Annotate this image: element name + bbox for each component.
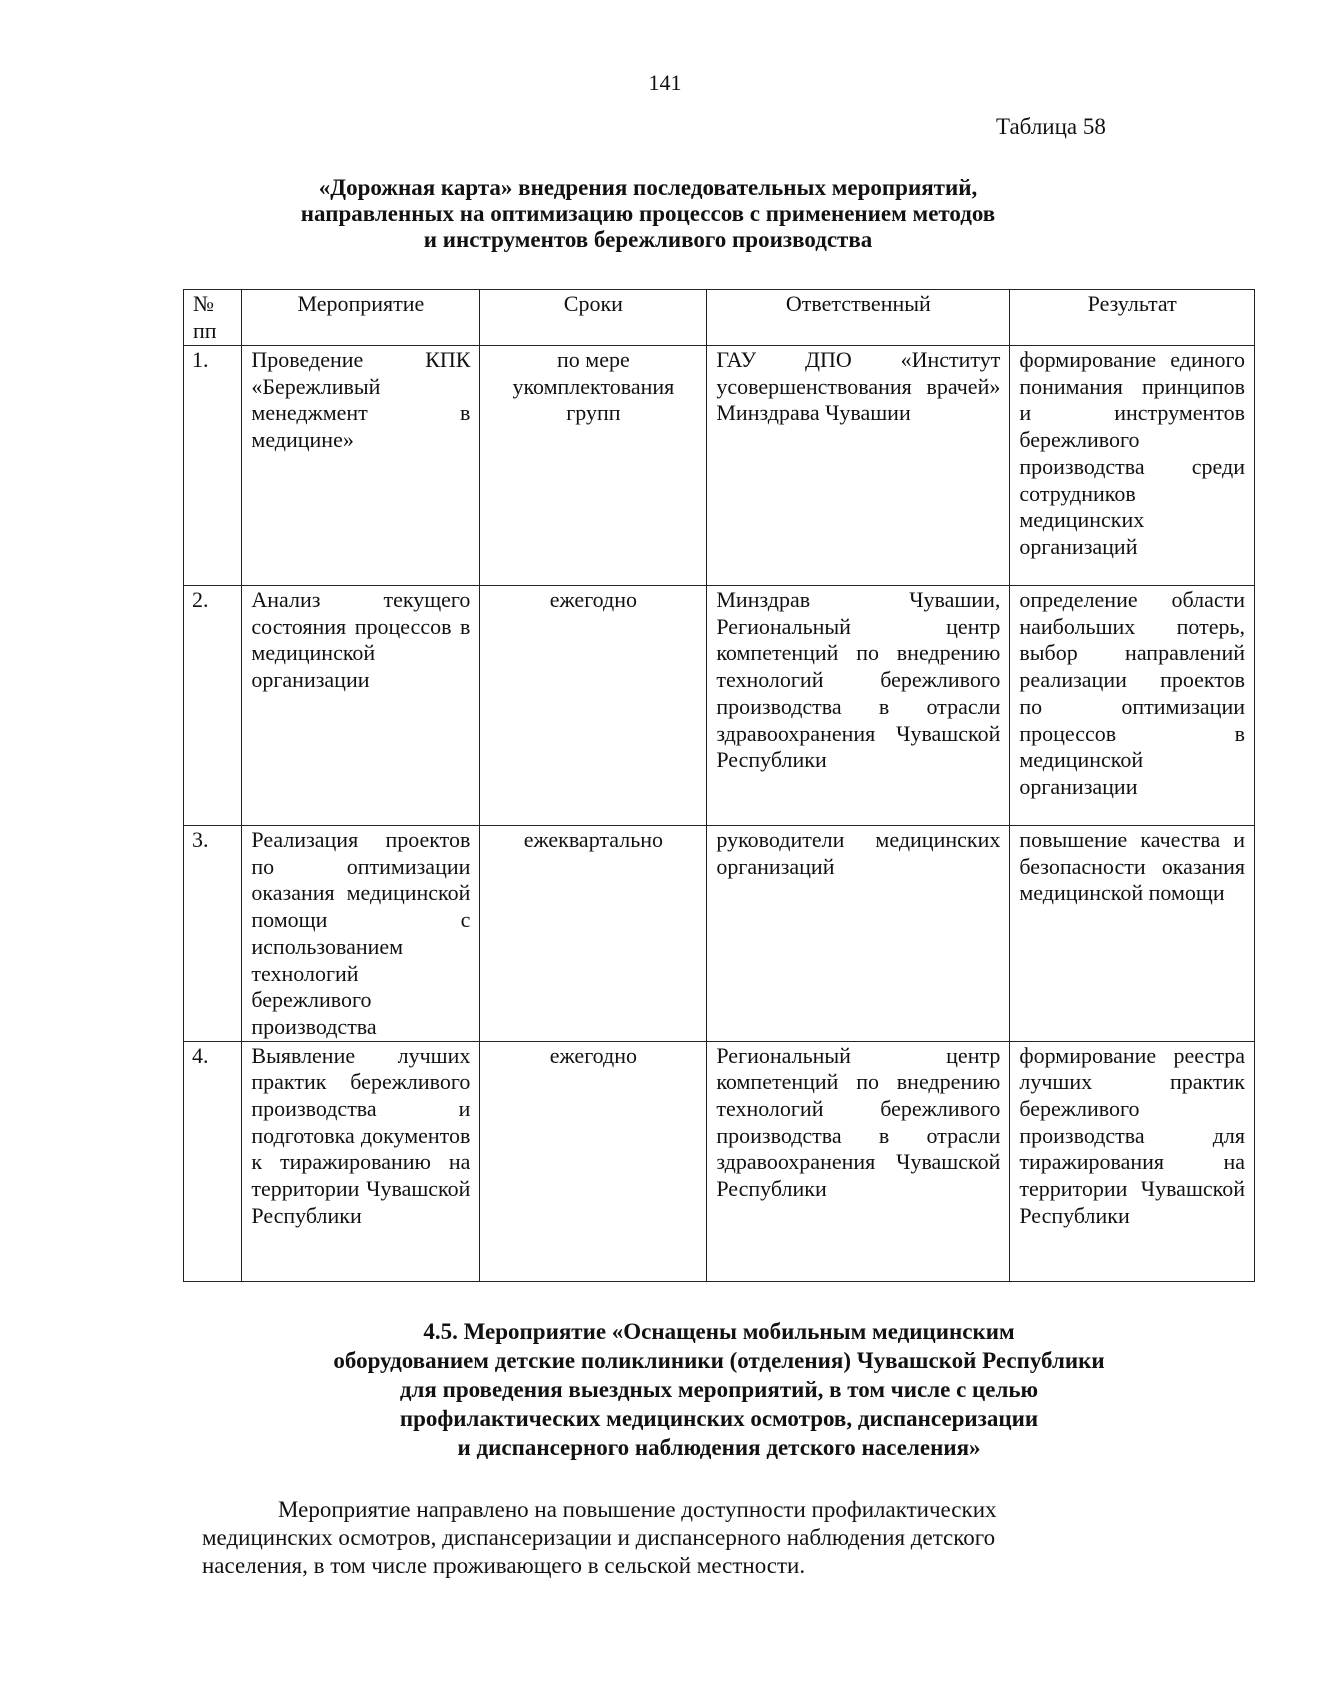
roadmap-table [183, 289, 1255, 1282]
row-event: Реализация проектов по оптимизации оказания медицинской помощи с использованием технологий бережливого производства [242, 826, 480, 1042]
header-number: № пп [184, 290, 242, 346]
row-event: Анализ текущего состояния процессов в медицинской организации [242, 586, 480, 826]
row-term: ежегодно [480, 1041, 707, 1281]
paragraph-line: населения, в том числе проживающего в сельской местности. [202, 1553, 806, 1578]
header-term: Сроки [480, 290, 707, 346]
row-result: формирование реестра лучших практик бережливого производства для тиражирования на территории Чувашской Республики [1010, 1041, 1255, 1281]
section-heading-line: 4.5. Мероприятие «Оснащены мобильным медицинским [423, 1319, 1015, 1344]
row-term: по мере укомплектования групп [480, 346, 707, 586]
row-number: 3. [184, 826, 242, 1042]
row-responsible: Минздрав Чувашии, Региональный центр компетенций по внедрению технологий бережливого производства в отрасли здравоохранения Чувашской Республики [707, 586, 1010, 826]
row-responsible: руководители медицинских организаций [707, 826, 1010, 1042]
table-caption: Таблица 58 [996, 114, 1106, 139]
table-row [184, 826, 1255, 1042]
row-term: ежегодно [480, 586, 707, 826]
row-event: Проведение КПК «Бережливый менеджмент в медицине» [242, 346, 480, 586]
row-responsible: Региональный центр компетенций по внедрению технологий бережливого производства в отрасли здравоохранения Чувашской Республики [707, 1041, 1010, 1281]
paragraph-line: Мероприятие направлено на повышение доступности профилактических [278, 1497, 997, 1522]
section-heading-line: оборудованием детские поликлиники (отделения) Чувашской Республики [333, 1348, 1105, 1373]
row-result: определение области наибольших потерь, выбор направлений реализации проектов по оптимизации процессов в медицинской организации [1010, 586, 1255, 826]
section-heading-line: и диспансерного наблюдения детского населения» [457, 1435, 981, 1460]
header-result: Результат [1010, 290, 1255, 346]
row-result: формирование единого понимания принципов и инструментов бережливого производства среди сотрудников медицинских организаций [1010, 346, 1255, 586]
table-row [184, 1041, 1255, 1281]
row-responsible: ГАУ ДПО «Институт усовершенствования врачей» Минздрава Чувашии [707, 346, 1010, 586]
table-title-line: и инструментов бережливого производства [423, 227, 873, 252]
table-header-row [184, 290, 1255, 346]
header-responsible: Ответственный [707, 290, 1010, 346]
row-event: Выявление лучших практик бережливого производства и подготовка документов к тиражированию на территории Чувашской Республики [242, 1041, 480, 1281]
row-number: 1. [184, 346, 242, 586]
section-heading [183, 1317, 1255, 1462]
table-title [188, 175, 1108, 253]
row-result: повышение качества и безопасности оказания медицинской помощи [1010, 826, 1255, 1042]
row-term: ежеквартально [480, 826, 707, 1042]
table-title-line: направленных на оптимизацию процессов с применением методов [300, 201, 996, 226]
table-row [184, 346, 1255, 586]
section-heading-line: профилактических медицинских осмотров, диспансеризации [399, 1406, 1039, 1431]
body-paragraph [202, 1496, 1115, 1580]
table-row [184, 586, 1255, 826]
row-number: 2. [184, 586, 242, 826]
row-number: 4. [184, 1041, 242, 1281]
section-heading-line: для проведения выездных мероприятий, в том числе с целью [399, 1377, 1039, 1402]
paragraph-line: медицинских осмотров, диспансеризации и диспансерного наблюдения детского [202, 1525, 996, 1550]
page-number: 141 [648, 70, 682, 95]
header-event: Мероприятие [242, 290, 480, 346]
table-title-line: «Дорожная карта» внедрения последовательных мероприятий, [318, 175, 978, 200]
